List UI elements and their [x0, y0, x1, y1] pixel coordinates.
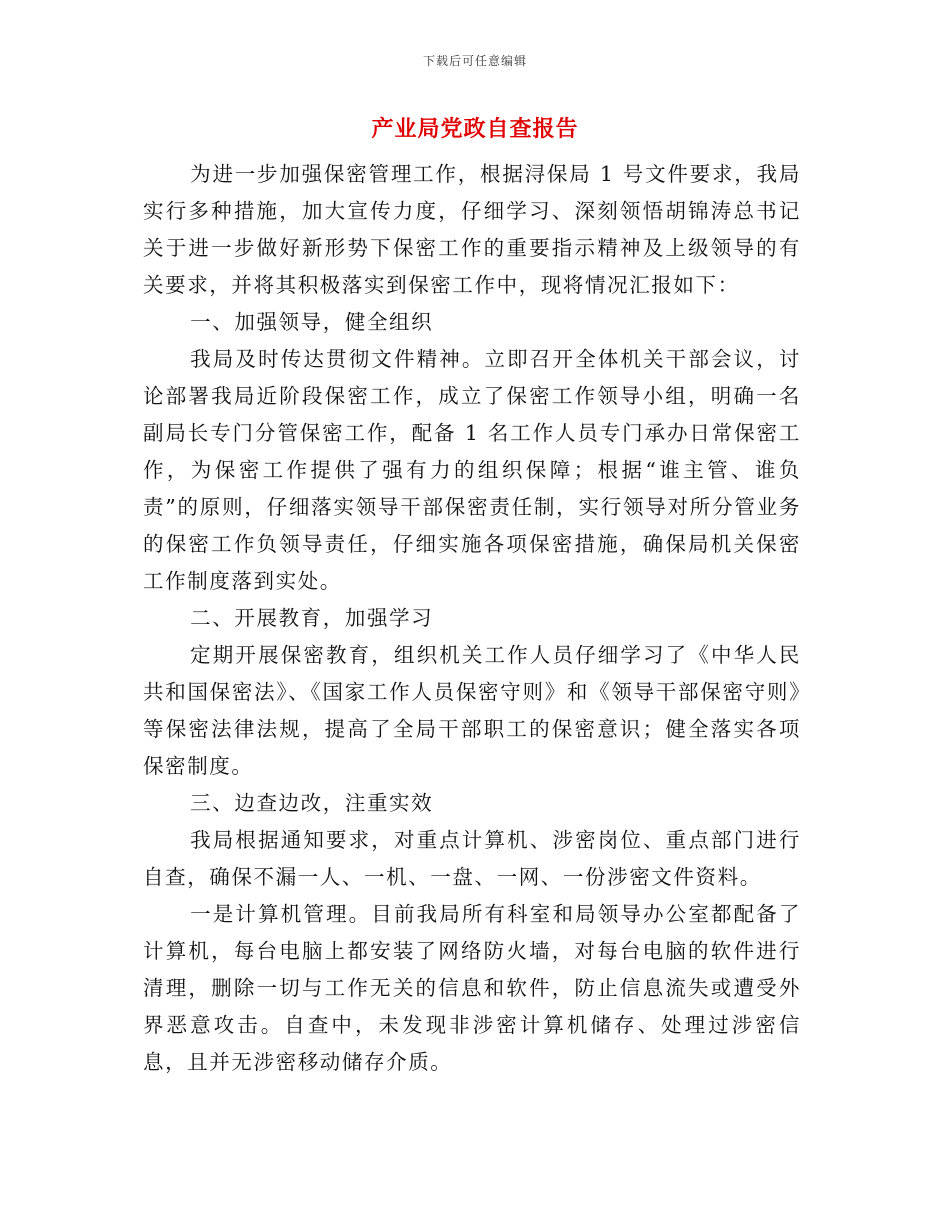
section-heading-3: 三、边查边改，注重实效	[190, 791, 434, 815]
section-heading-1: 一、加强领导，健全组织	[190, 310, 434, 334]
paragraph-section-3: 我局根据通知要求，对重点计算机、涉密岗位、重点部门进行自查，确保不漏一人、一机、一盘、一网、一份涉密文件资料。	[143, 828, 801, 889]
document-title: 产业局党政自查报告	[371, 116, 579, 142]
document-body	[143, 156, 801, 1081]
paragraph-section-1: 我局及时传达贯彻文件精神。立即召开全体机关干部会议，讨论部署我局近阶段保密工作，成立了保密工作领导小组，明确一名副局长专门分管保密工作，配备 1 名工作人员专门承办日常保密工作，为保密工作提供了强有力的组织保障；根据“谁主管、谁负责”的原则，仔细落实领导干部保密责任制，实行领导对所分管业务的保密工作负领导责任，仔细实施各项保密措施，确保局机关保密工作制度落到实处。	[143, 347, 801, 593]
section-heading-2: 二、开展教育，加强学习	[190, 606, 434, 630]
header-note: 下载后可任意编辑	[422, 54, 527, 68]
paragraph-intro: 为进一步加强保密管理工作，根据浔保局 1 号文件要求，我局实行多种措施，加大宣传力度，仔细学习、深刻领悟胡锦涛总书记关于进一步做好新形势下保密工作的重要指示精神及上级领导的有关要求，并将其积极落实到保密工作中，现将情况汇报如下：	[143, 162, 801, 297]
paragraph-computer-management: 一是计算机管理。目前我局所有科室和局领导办公室都配备了计算机，每台电脑上都安装了网络防火墙，对每台电脑的软件进行清理，删除一切与工作无关的信息和软件，防止信息流失或遭受外界恶意攻击。自查中，未发现非涉密计算机储存、处理过涉密信息，且并无涉密移动储存介质。	[143, 902, 801, 1074]
paragraph-section-2: 定期开展保密教育，组织机关工作人员仔细学习了《中华人民共和国保密法》、《国家工作人员保密守则》和《领导干部保密守则》等保密法律法规，提高了全局干部职工的保密意识；健全落实各项保密制度。	[143, 643, 801, 778]
